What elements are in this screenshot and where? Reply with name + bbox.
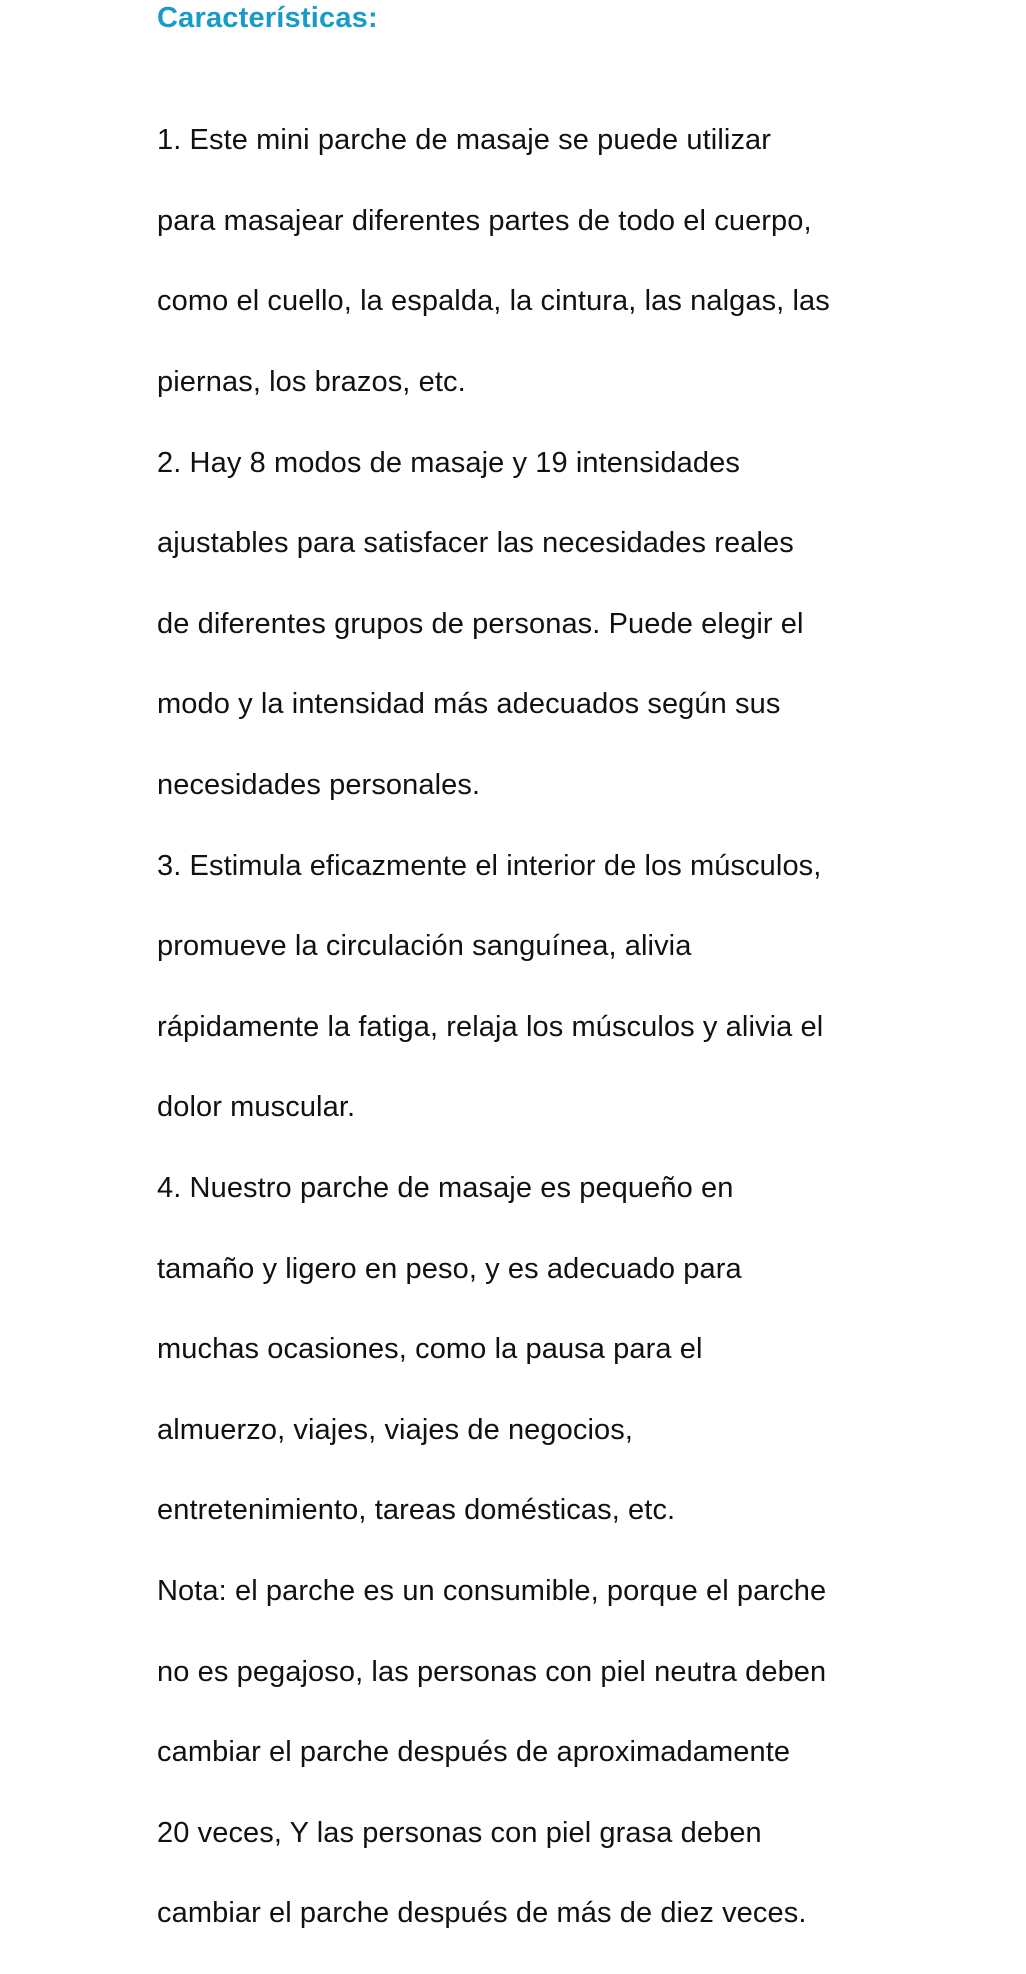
text-line: ajustables para satisfacer las necesidades reales — [157, 527, 794, 560]
text-line: entretenimiento, tareas domésticas, etc. — [157, 1494, 676, 1527]
text-line: 4. Nuestro parche de masaje es pequeño en — [157, 1172, 734, 1205]
text-line: promueve la circulación sanguínea, alivia — [157, 930, 692, 963]
text-line: rápidamente la fatiga, relaja los músculos y alivia el — [157, 1010, 824, 1043]
text-line: modo y la intensidad más adecuados según sus — [157, 688, 781, 721]
text-line: 3. Estimula eficazmente el interior de los músculos, — [157, 849, 822, 882]
text-line: cambiar el parche después de más de diez veces. — [157, 1897, 807, 1930]
text-line: tamaño y ligero en peso, y es adecuado para — [157, 1252, 742, 1285]
text-line: 20 veces, Y las personas con piel grasa deben — [157, 1816, 762, 1849]
features-body — [157, 80, 957, 1974]
text-line: cambiar el parche después de aproximadamente — [157, 1736, 791, 1769]
text-line: 2. Hay 8 modos de masaje y 19 intensidades — [157, 446, 740, 479]
text-line: muchas ocasiones, como la pausa para el — [157, 1333, 703, 1366]
text-line: Nota: el parche es un consumible, porque el parche — [157, 1574, 827, 1607]
text-line: dolor muscular. — [157, 1091, 356, 1124]
text-line: de diferentes grupos de personas. Puede elegir el — [157, 607, 804, 640]
text-line: almuerzo, viajes, viajes de negocios, — [157, 1413, 633, 1446]
features-document — [157, 0, 957, 1974]
text-line: piernas, los brazos, etc. — [157, 366, 466, 399]
text-line: no es pegajoso, las personas con piel neutra deben — [157, 1655, 827, 1688]
text-line: para masajear diferentes partes de todo el cuerpo, — [157, 204, 812, 237]
text-line: necesidades personales. — [157, 769, 481, 802]
text-line: 1. Este mini parche de masaje se puede utilizar — [157, 124, 772, 157]
features-heading: Características: — [157, 2, 378, 34]
text-line: como el cuello, la espalda, la cintura, las nalgas, las — [157, 285, 830, 318]
